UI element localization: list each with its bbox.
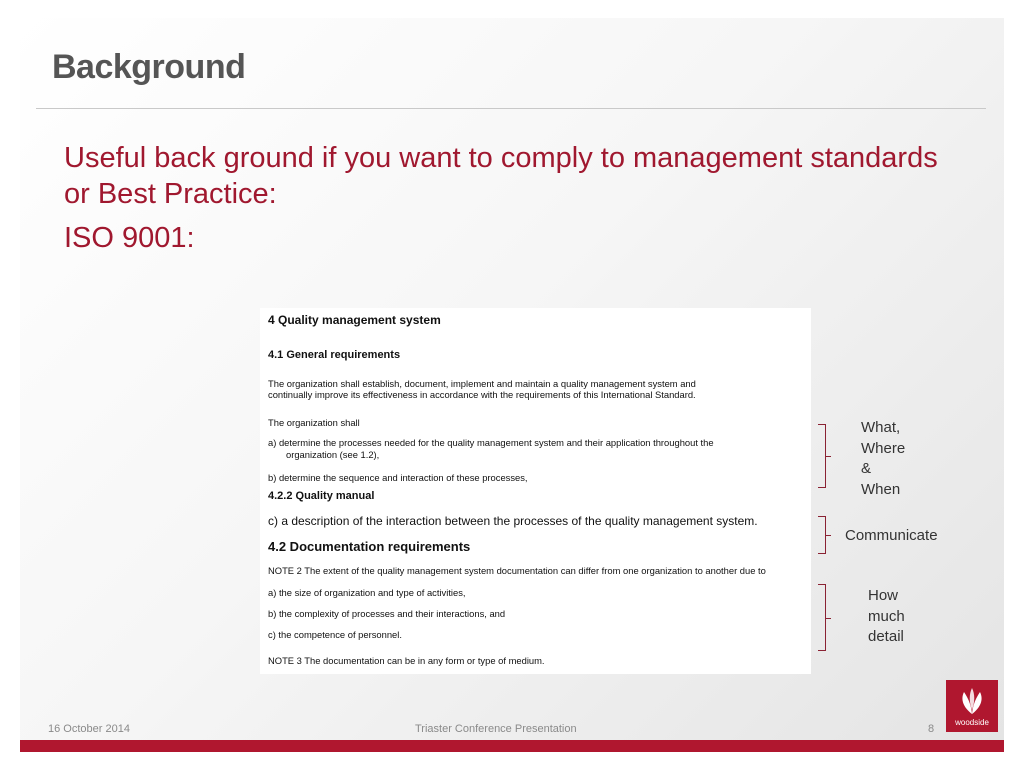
slide	[20, 18, 1004, 752]
excerpt-item-a-line1: a) determine the processes needed for the quality management system and their application throughout the	[268, 437, 714, 448]
excerpt-doc-heading: 4.2 Documentation requirements	[268, 539, 471, 554]
page-number: 8	[928, 723, 935, 735]
excerpt-item-a-line2: organization (see 1.2),	[286, 449, 380, 460]
bracket-communicate	[818, 516, 826, 554]
excerpt-shall: The organization shall	[268, 417, 360, 428]
annotation-detail: detail	[868, 628, 904, 645]
woodside-logo	[946, 680, 998, 732]
excerpt-manual-item-c: c) a description of the interaction between the processes of the quality management system.	[268, 514, 758, 528]
excerpt-note2: NOTE 2 The extent of the quality management system documentation can differ from one organization to another due to	[268, 565, 766, 576]
annotation-communicate: Communicate	[845, 527, 938, 544]
annotation-what: What,	[861, 419, 901, 436]
annotation-how: How	[868, 587, 899, 604]
excerpt-note2-b: b) the complexity of processes and their interactions, and	[268, 608, 506, 619]
annotation-ampersand: &	[861, 460, 872, 477]
footer-date: 16 October 2014	[48, 723, 130, 735]
annotation-when: When	[861, 480, 901, 498]
excerpt-intro-line1: The organization shall establish, document, implement and maintain a quality management system and	[268, 378, 696, 389]
annotation-much: much	[868, 607, 905, 625]
excerpt-subheading: 4.1 General requirements	[268, 349, 401, 361]
lead-text: Useful back ground if you want to comply to management standards or Best Practice:	[64, 142, 938, 210]
slide-title: Background	[52, 48, 246, 86]
excerpt-heading: 4 Quality management system	[268, 313, 441, 327]
footer-title: Triaster Conference Presentation	[415, 723, 577, 735]
annotation-where: Where	[861, 439, 906, 457]
excerpt-note2-a: a) the size of organization and type of activities,	[268, 587, 466, 598]
logo-text: woodside	[955, 718, 989, 727]
footer-red-bar	[20, 740, 1004, 752]
excerpt-manual-heading: 4.2.2 Quality manual	[268, 490, 375, 502]
excerpt-note2-c: c) the competence of personnel.	[268, 629, 402, 640]
bracket-what	[818, 424, 826, 488]
annotation-how-much-detail	[868, 586, 905, 648]
iso-excerpt-image	[260, 308, 811, 674]
bracket-how-much-detail	[818, 584, 826, 651]
excerpt-item-b: b) determine the sequence and interaction of these processes,	[268, 472, 528, 483]
annotation-what-where-when	[861, 418, 905, 500]
standard-label: ISO 9001:	[64, 222, 195, 254]
woodside-leaf-icon	[958, 686, 986, 716]
excerpt-intro-line2: continually improve its effectiveness in accordance with the requirements of this International Standard.	[268, 389, 696, 400]
excerpt-note3: NOTE 3 The documentation can be in any form or type of medium.	[268, 655, 545, 666]
title-divider	[36, 108, 986, 109]
